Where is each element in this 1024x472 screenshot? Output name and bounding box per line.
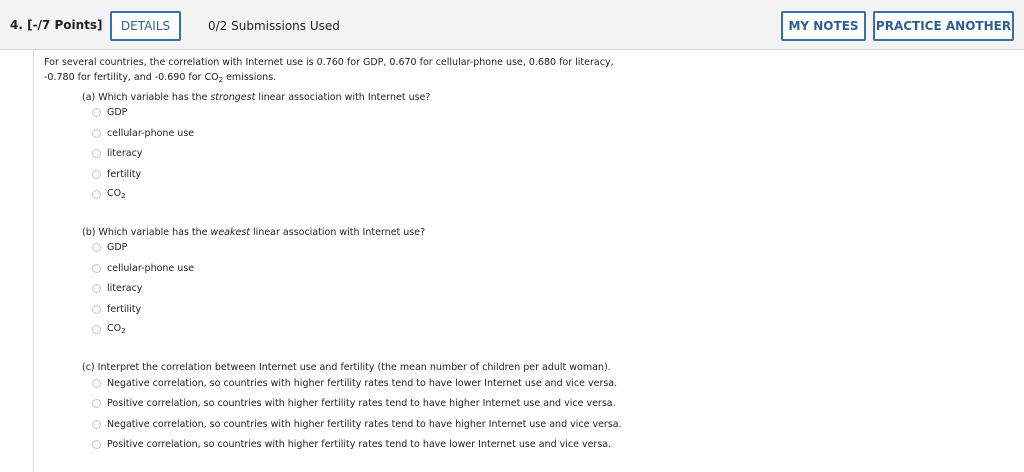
my-notes-button[interactable]: MY NOTES — [781, 11, 866, 41]
part-c-option-2[interactable] — [92, 396, 616, 410]
radio-button[interactable] — [92, 379, 101, 388]
option-label: Positive correlation, so countries with higher fertility rates tend to have higher Internet use and vice versa. — [107, 397, 616, 409]
part-b-option-cellular[interactable] — [92, 261, 194, 275]
part-a-option-cellular[interactable] — [92, 126, 194, 140]
part-b-prompt: (b) Which variable has the weakest linear association with Internet use? — [82, 227, 426, 238]
option-label: literacy — [107, 282, 143, 294]
option-label: literacy — [107, 147, 143, 159]
part-c-prompt: (c) Interpret the correlation between Internet use and fertility (the mean number of children per adult woman). — [82, 362, 611, 373]
part-a-prompt: (a) Which variable has the strongest linear association with Internet use? — [82, 92, 431, 103]
part-a-option-literacy[interactable] — [92, 146, 142, 160]
option-label: Negative correlation, so countries with higher fertility rates tend to have lower Internet use and vice versa. — [107, 377, 618, 389]
part-a-option-gdp[interactable] — [92, 105, 127, 119]
intro-line-2: -0.780 for fertility, and -0.690 for $CO_2$ emissions. — [44, 72, 277, 84]
part-a-option-co2[interactable] — [92, 187, 126, 201]
radio-button[interactable] — [92, 264, 101, 273]
radio-button[interactable] — [92, 170, 101, 179]
radio-button[interactable] — [92, 149, 101, 158]
radio-button[interactable] — [92, 399, 101, 408]
radio-button[interactable] — [92, 108, 101, 117]
option-label: fertility — [107, 303, 142, 315]
radio-button[interactable] — [92, 305, 101, 314]
option-label: GDP — [107, 106, 128, 118]
part-c-option-1[interactable] — [92, 376, 617, 390]
part-b-option-literacy[interactable] — [92, 281, 142, 295]
question-number: 4. [-/7 Points] — [10, 18, 103, 32]
part-a-option-fertility[interactable] — [92, 167, 141, 181]
option-label: cellular-phone use — [107, 262, 195, 274]
radio-button[interactable] — [92, 190, 101, 199]
option-label: GDP — [107, 241, 128, 253]
part-c-option-4[interactable] — [92, 437, 611, 451]
radio-button[interactable] — [92, 325, 101, 334]
option-label: Positive correlation, so countries with higher fertility rates tend to have lower Internet use and vice versa. — [107, 438, 612, 450]
submissions-used: 0/2 Submissions Used — [208, 19, 340, 33]
radio-button[interactable] — [92, 420, 101, 429]
question-header — [0, 0, 1024, 50]
intro-line-1: For several countries, the correlation with Internet use is 0.760 for GDP, 0.670 for cellular-phone use, 0.680 for literacy, — [44, 57, 614, 68]
option-label: cellular-phone use — [107, 127, 195, 139]
question-intro — [44, 55, 644, 88]
option-label: Negative correlation, so countries with higher fertility rates tend to have higher Internet use and vice versa. — [107, 418, 622, 430]
radio-button[interactable] — [92, 440, 101, 449]
part-c-option-3[interactable] — [92, 417, 622, 431]
option-label: $CO_2$ — [107, 188, 126, 200]
part-b-option-co2[interactable] — [92, 322, 126, 336]
option-label: $CO_2$ — [107, 323, 126, 335]
radio-button[interactable] — [92, 284, 101, 293]
part-b-option-gdp[interactable] — [92, 240, 127, 254]
radio-button[interactable] — [92, 129, 101, 138]
part-b-option-fertility[interactable] — [92, 302, 141, 316]
radio-button[interactable] — [92, 243, 101, 252]
option-label: fertility — [107, 168, 142, 180]
details-button[interactable]: DETAILS — [110, 11, 181, 41]
content-divider — [33, 50, 34, 472]
practice-another-button[interactable]: PRACTICE ANOTHER — [873, 11, 1014, 41]
